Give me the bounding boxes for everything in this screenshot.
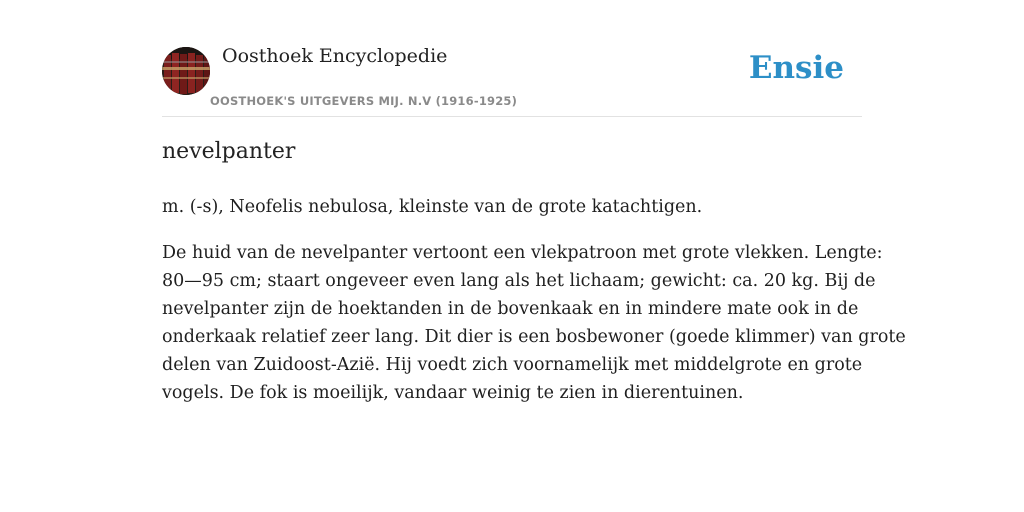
- body-line: 80—95 cm; staart ongeveer even lang als het lichaam; gewicht: ca. 20 kg. Bij de: [162, 271, 876, 291]
- entry-body: [162, 239, 906, 407]
- body-line: onderkaak relatief zeer lang. Dit dier is een bosbewoner (goede klimmer) van grote: [162, 327, 906, 347]
- publication-subtitle: OOSTHOEK'S UITGEVERS MIJ. N.V (1916-1925): [210, 94, 518, 108]
- ensie-logo-link[interactable]: Ensie: [748, 50, 844, 86]
- book-spines-icon[interactable]: [162, 47, 210, 95]
- body-line: delen van Zuidoost-Azië. Hij voedt zich voornamelijk met middelgrote en grote: [162, 355, 863, 375]
- publication-header: [162, 0, 862, 117]
- entry-definition: m. (-s), Neofelis nebulosa, kleinste van de grote katachtigen.: [162, 197, 703, 217]
- body-line: De huid van de nevelpanter vertoont een vlekpatroon met grote vlekken. Lengte:: [162, 243, 883, 263]
- page-content: [162, 0, 906, 403]
- body-line: nevelpanter zijn de hoektanden in de bovenkaak en in mindere mate ook in de: [162, 299, 859, 319]
- entry-title: nevelpanter: [162, 139, 296, 164]
- publication-title-link[interactable]: Oosthoek Encyclopedie: [222, 45, 448, 67]
- body-line: vogels. De fok is moeilijk, vandaar weinig te zien in dierentuinen.: [162, 383, 744, 403]
